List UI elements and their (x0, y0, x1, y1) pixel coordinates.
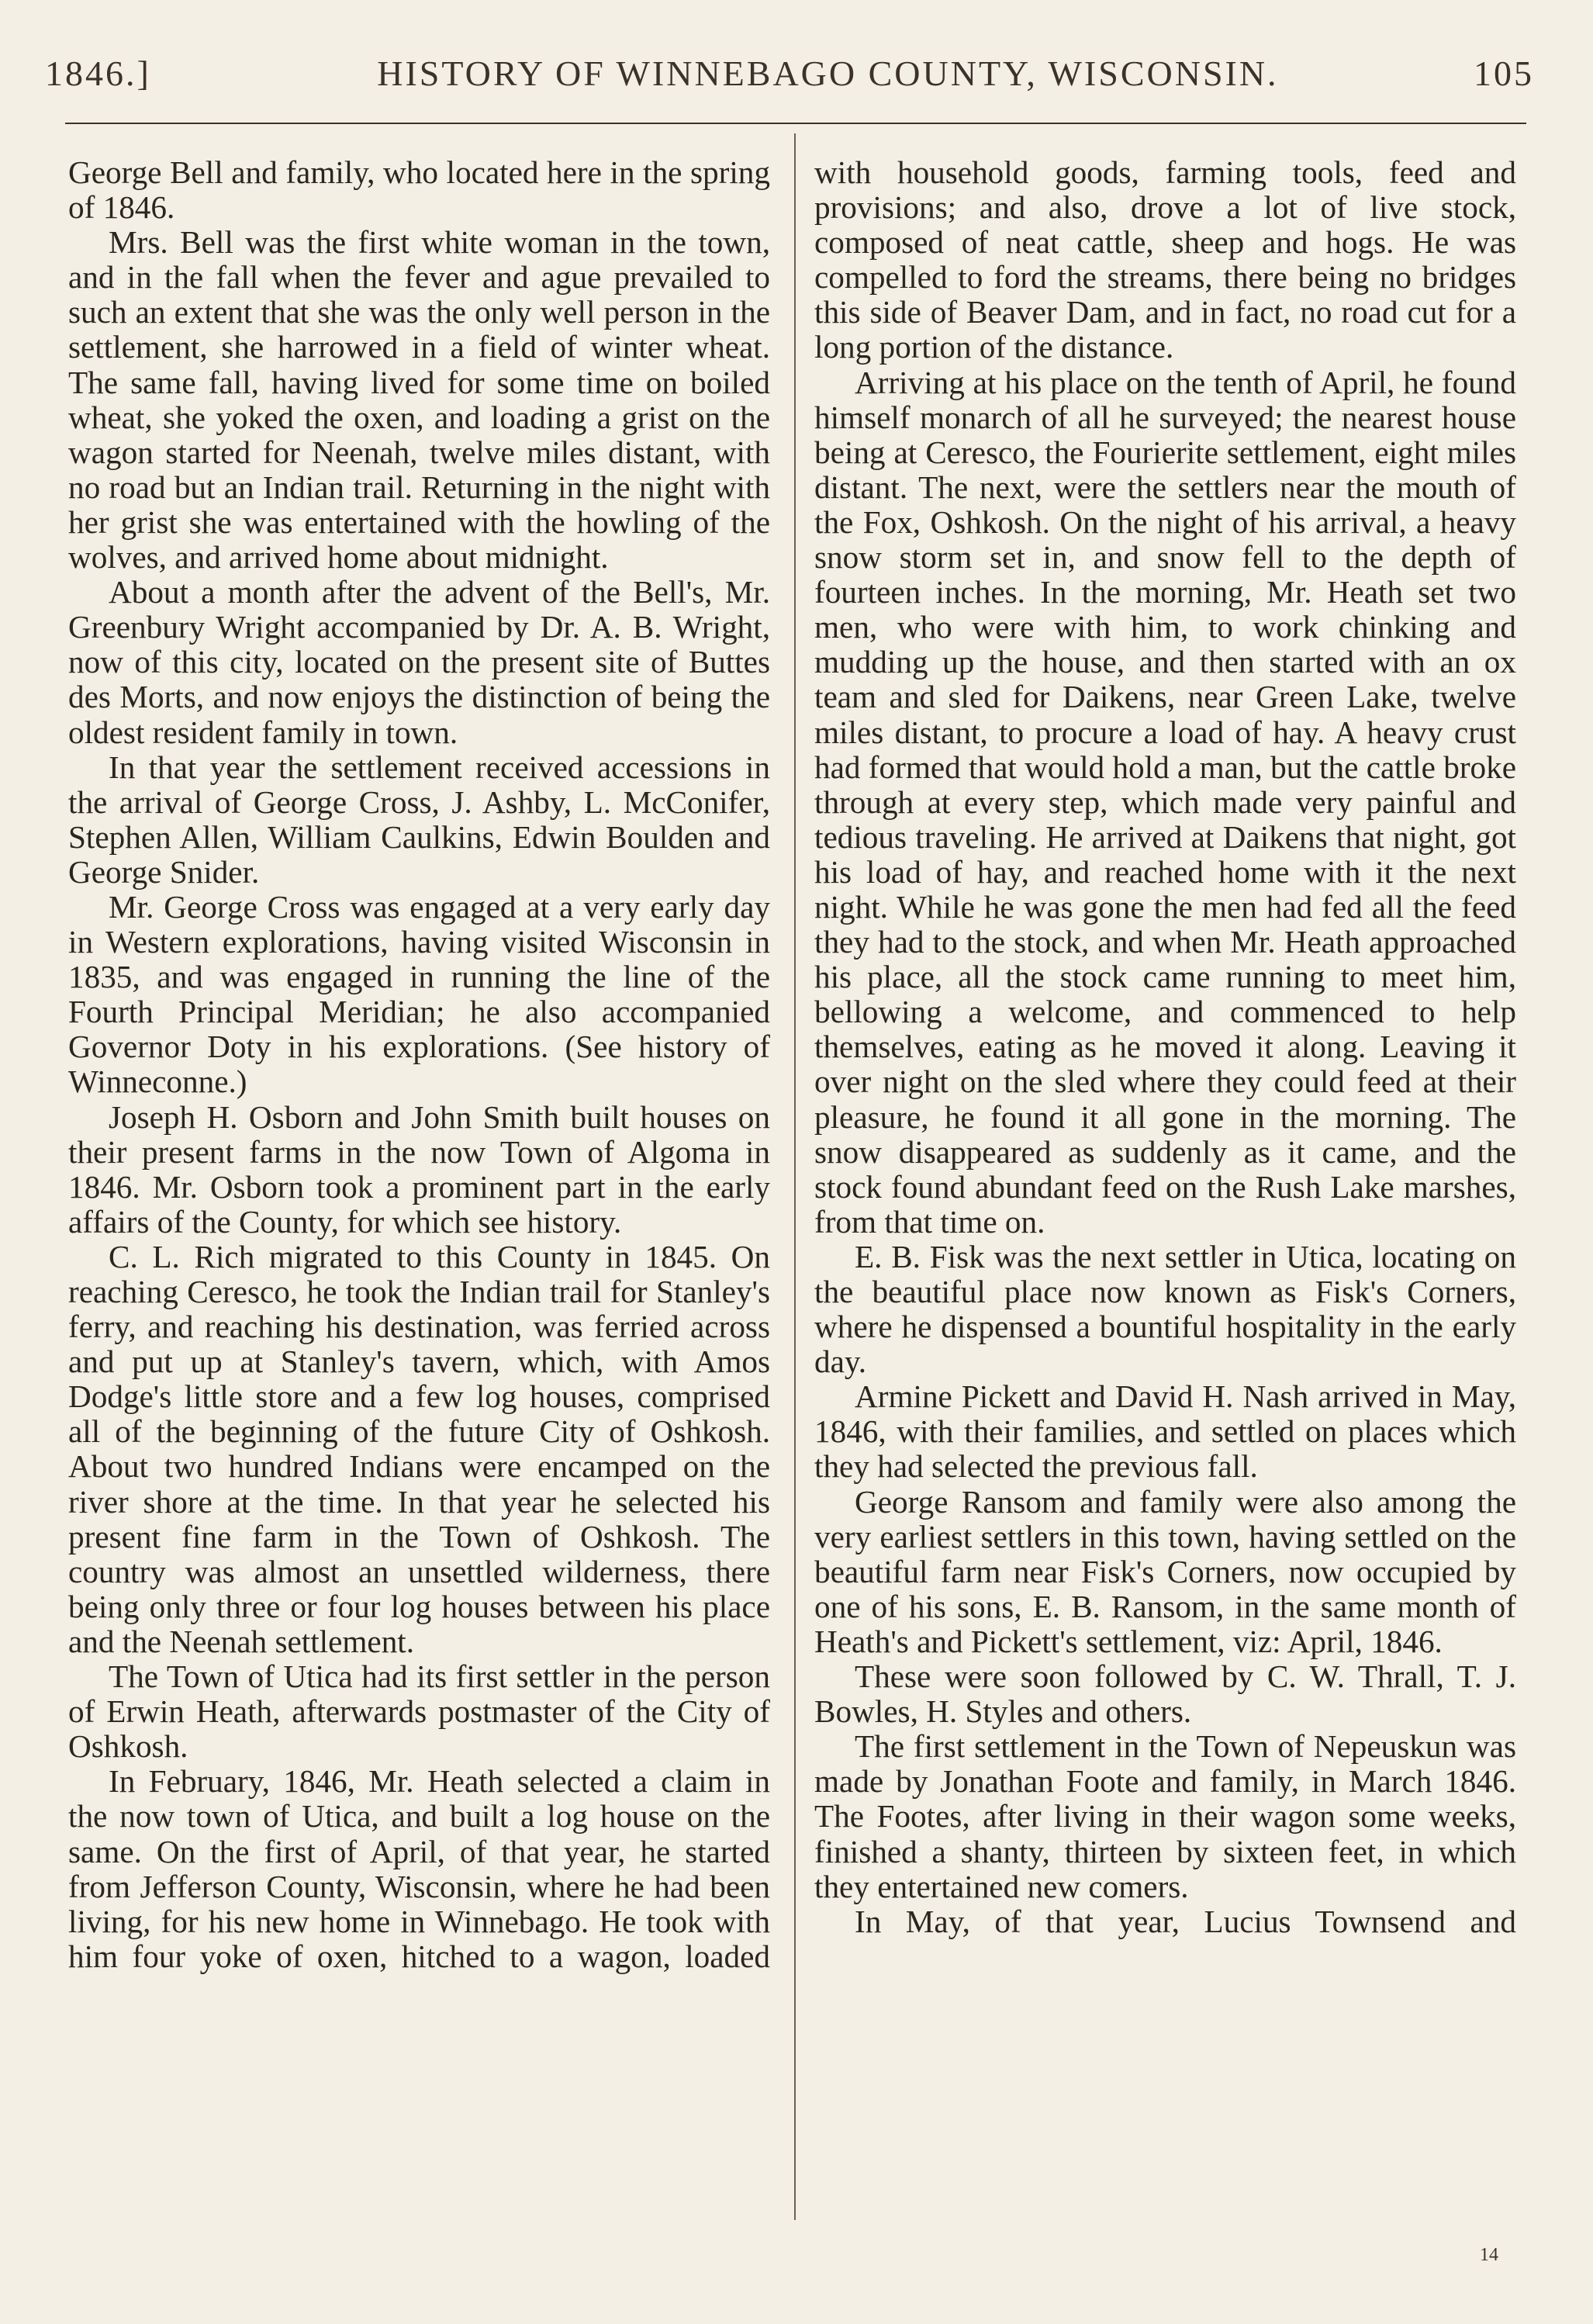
paragraph: George Bell and family, who located here in the spring of 1846. (68, 154, 770, 226)
paragraph: E. B. Fisk was the next settler in Utica, locating on the beautiful place now known as Fisk's Corners, where he dispensed a bountiful hospitality in the early day. (814, 1238, 1516, 1380)
paragraph: C. L. Rich migrated to this County in 1845. On reaching Ceresco, he took the Indian trail for Stanley's ferry, and reaching his destination, was ferried across and put up at Stanley's tavern, which, with Amos Dodge's little store and a few log houses, comprised all of the beginning of the future City of Oshkosh. About two hundred Indians were encamped on the river shore at the time. In that year he selected his present fine farm in the Town of Oshkosh. The country was almost an unsettled wilderness, there being only three or four log houses between his place and the Neenah settlement. (68, 1238, 770, 1659)
paragraph: Joseph H. Osborn and John Smith built houses on their present farms in the now Town of Algoma in 1846. Mr. Osborn took a prominent part in the early affairs of the County, for which see history. (68, 1098, 770, 1240)
paragraph: George Ransom and family were also among the very earliest settlers in this town, having settled on the beautiful farm near Fisk's Corners, now occupied by one of his sons, E. B. Ransom, in the same month of Heath's and Pickett's settlement, viz: April, 1846. (814, 1483, 1516, 1659)
paragraph: Mrs. Bell was the first white woman in the town, and in the fall when the fever and ague prevailed to such an extent that she was the only well person in the settlement, she harrowed in a field of winter wheat. The same fall, having lived for some time on boiled wheat, she yoked the oxen, and loading a grist on the wagon started for Neenah, twelve miles distant, with no road but an Indian trail. Returning in the night with her grist she was entertained with the howling of the wolves, and arrived home about midnight. (68, 224, 770, 576)
paragraph: About a month after the advent of the Bell's, Mr. Greenbury Wright accompanied by Dr. A. B. Wright, now of this city, located on the present site of Buttes des Morts, and now enjoys the distinction of being the oldest resident family in town. (68, 574, 770, 750)
right-column (814, 155, 1516, 1939)
header-title: HISTORY OF WINNEBAGO COUNTY, WISCONSIN. (377, 54, 1279, 93)
paragraph: These were soon followed by C. W. Thrall, T. J. Bowles, H. Styles and others. (814, 1658, 1516, 1730)
running-header (45, 53, 1534, 107)
paragraph: Armine Pickett and David H. Nash arrived in May, 1846, with their families, and settled on places which they had selected the previous fall. (814, 1378, 1516, 1485)
signature-mark: 14 (1480, 2245, 1498, 2265)
paragraph: In May, of that year, Lucius Townsend and (855, 1903, 1516, 1939)
paragraph: Mr. George Cross was engaged at a very early day in Western explorations, having visited Wisconsin in 1835, and was engaged in running the line of the Fourth Principal Meridian; he also accompanied Governor Doty in his explorations. (See history of Winneconne.) (68, 888, 770, 1100)
header-date: 1846.] (45, 54, 151, 93)
paragraph: with household goods, farming tools, feed and provisions; and also, drove a lot of live stock, composed of neat cattle, sheep and hogs. He was compelled to ford the streams, there being no bridges this side of Beaver Dam, and in fact, no road cut for a long portion of the distance. (814, 154, 1516, 365)
paragraph: The first settlement in the Town of Nepeuskun was made by Jonathan Foote and family, in March 1846. The Footes, after living in their wagon some weeks, finished a shanty, thirteen by sixteen feet, in which they entertained new comers. (814, 1728, 1516, 1904)
paragraph: In February, 1846, Mr. Heath selected a claim in the now town of Utica, and built a log house on the same. On the first of April, of that year, he started from Jefferson County, Wisconsin, where he had been living, for his new home in Winnebago. He took with him four yoke of oxen, hitched to a wagon, loaded (68, 1763, 770, 1974)
page-number: 105 (1474, 54, 1534, 93)
paragraph: Arriving at his place on the tenth of April, he found himself monarch of all he surveyed; the nearest house being at Ceresco, the Fourierite settlement, eight miles distant. The next, were the settlers near the mouth of the Fox, Oshkosh. On the night of his arrival, a heavy snow storm set in, and snow fell to the depth of fourteen inches. In the morning, Mr. Heath set two men, who were with him, to work chinking and mudding up the house, and then started with an ox team and sled for Daikens, near Green Lake, twelve miles distant, to procure a load of hay. A heavy crust had formed that would hold a man, but the cattle broke through at every step, which made very painful and tedious traveling. He arrived at Daikens that night, got his load of hay, and reached home with it the next night. While he was gone the men had fed all the feed they had to the stock, and when Mr. Heath approached his place, all the stock came running to meet him, bellowing a welcome, and commenced to help themselves, eating as he moved it along. Leaving it over night on the sled where they could feed at their pleasure, he found it all gone in the morning. The snow disappeared as suddenly as it came, and the stock found abundant feed on the Rush Lake marshes, from that time on. (814, 364, 1516, 1240)
paragraph: In that year the settlement received accessions in the arrival of George Cross, J. Ashby, L. McConifer, Stephen Allen, William Caulkins, Edwin Boulden and George Snider. (68, 749, 770, 890)
column-divider (794, 133, 796, 2220)
header-rule (65, 123, 1526, 124)
left-column (68, 155, 770, 1974)
paragraph: The Town of Utica had its first settler in the person of Erwin Heath, afterwards postmaster of the City of Oshkosh. (68, 1658, 770, 1765)
